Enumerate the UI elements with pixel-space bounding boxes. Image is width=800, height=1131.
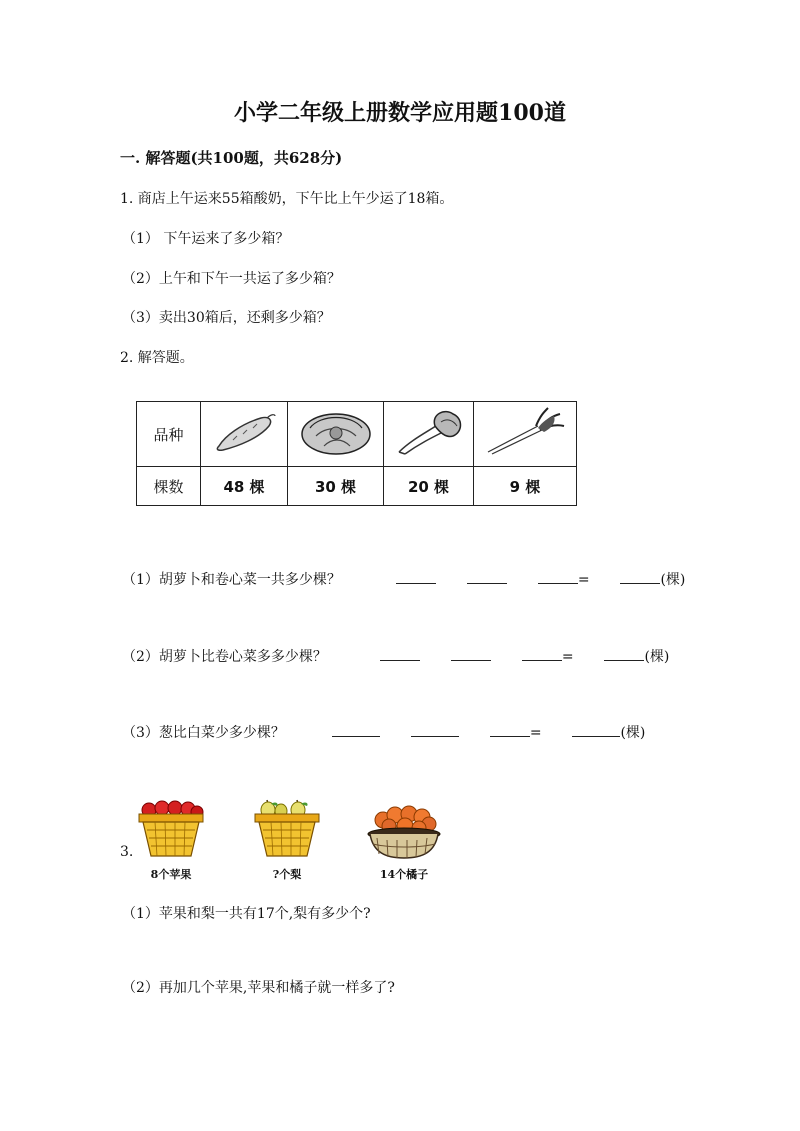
apple-basket bbox=[134, 798, 208, 882]
table-header-count: 棵数 bbox=[137, 467, 201, 506]
question-1: 1. 商店上午运来55箱酸奶，下午比上午少运了18箱。 bbox=[120, 191, 454, 207]
question-3-number: 3. bbox=[120, 844, 134, 860]
answer-blank[interactable] bbox=[332, 722, 380, 737]
question-2-part-3-blanks bbox=[332, 722, 645, 742]
bokchoy-cell bbox=[384, 402, 474, 467]
question-3-part-1: （1）苹果和梨一共有17个,梨有多少个? bbox=[122, 906, 371, 922]
carrot-count: 48 棵 bbox=[201, 467, 288, 506]
equals-sign: = bbox=[561, 649, 574, 665]
apple-basket-icon bbox=[135, 798, 207, 862]
answer-blank[interactable] bbox=[451, 646, 491, 661]
question-2-part-2 bbox=[122, 646, 327, 666]
question-1-part-3: （3）卖出30箱后，还剩多少箱？ bbox=[122, 310, 331, 326]
question-1-part-2: （2）上午和下午一共运了多少箱？ bbox=[122, 271, 341, 287]
unit-label: (棵) bbox=[644, 649, 670, 665]
carrot-icon bbox=[211, 410, 277, 454]
table-header-variety: 品种 bbox=[137, 402, 201, 467]
bokchoy-count: 20 棵 bbox=[384, 467, 474, 506]
question-2-part-1 bbox=[122, 569, 341, 589]
apple-basket-label: 8个苹果 bbox=[150, 868, 192, 881]
question-2: 2. 解答题。 bbox=[120, 350, 194, 366]
answer-blank[interactable] bbox=[572, 722, 620, 737]
unit-label: (棵) bbox=[620, 725, 646, 741]
carrot-cell bbox=[201, 402, 288, 467]
orange-basket-icon bbox=[365, 802, 443, 862]
page-title: 小学二年级上册数学应用题100道 bbox=[234, 100, 566, 126]
pear-basket-label: ?个梨 bbox=[272, 868, 302, 881]
question-2-part-1-blanks bbox=[396, 569, 685, 589]
answer-blank[interactable] bbox=[411, 722, 459, 737]
bokchoy-icon bbox=[391, 406, 467, 458]
question-2-part-3-text: （3）葱比白菜少多少棵？ bbox=[122, 725, 285, 741]
question-2-part-1-text: （1）胡萝卜和卷心菜一共多少棵？ bbox=[122, 572, 341, 588]
question-1-part-1: （1） 下午运来了多少箱？ bbox=[122, 231, 290, 247]
section-heading: 一. 解答题(共100题，共628分) bbox=[120, 149, 343, 167]
answer-blank[interactable] bbox=[620, 569, 660, 584]
unit-label: (棵) bbox=[660, 572, 686, 588]
question-2-part-2-blanks bbox=[380, 646, 669, 666]
table-row bbox=[137, 402, 577, 467]
pear-basket bbox=[250, 798, 324, 882]
scallion-icon bbox=[482, 406, 568, 458]
answer-blank[interactable] bbox=[467, 569, 507, 584]
question-3-part-2: （2）再加几个苹果,苹果和橘子就一样多了? bbox=[122, 980, 395, 996]
cabbage-icon bbox=[296, 406, 376, 458]
orange-basket bbox=[364, 802, 444, 882]
equals-sign: = bbox=[529, 725, 542, 741]
answer-blank[interactable] bbox=[396, 569, 436, 584]
question-2-part-3 bbox=[122, 722, 285, 742]
equals-sign: = bbox=[577, 572, 590, 588]
answer-blank[interactable] bbox=[538, 569, 578, 584]
table-row bbox=[137, 467, 577, 506]
question-2-part-2-text: （2）胡萝卜比卷心菜多多少棵？ bbox=[122, 649, 327, 665]
answer-blank[interactable] bbox=[490, 722, 530, 737]
cabbage-cell bbox=[288, 402, 384, 467]
cabbage-count: 30 棵 bbox=[288, 467, 384, 506]
vegetable-table bbox=[136, 401, 577, 506]
scallion-count: 9 棵 bbox=[474, 467, 577, 506]
pear-basket-icon bbox=[251, 798, 323, 862]
answer-blank[interactable] bbox=[604, 646, 644, 661]
answer-blank[interactable] bbox=[522, 646, 562, 661]
orange-basket-label: 14个橘子 bbox=[379, 868, 429, 881]
scallion-cell bbox=[474, 402, 577, 467]
answer-blank[interactable] bbox=[380, 646, 420, 661]
